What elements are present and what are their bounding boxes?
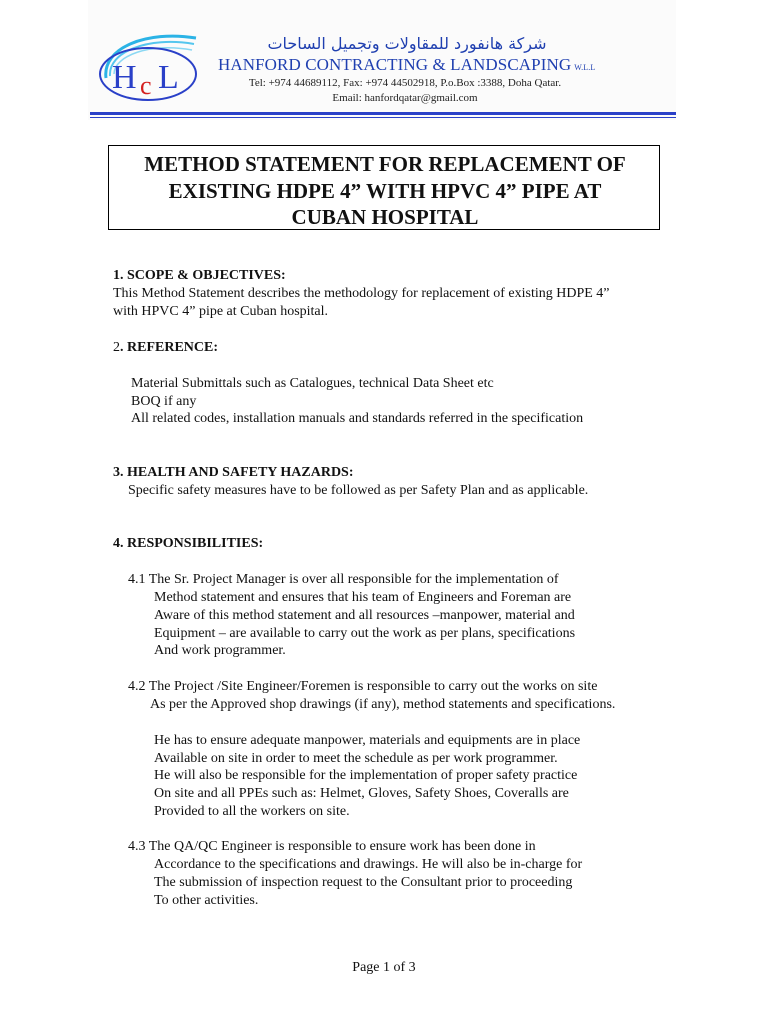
reference-item: Material Submittals such as Catalogues, technical Data Sheet etc	[131, 376, 494, 391]
section-heading-scope: 1. SCOPE & OBJECTIVES:	[113, 268, 286, 283]
page-number: Page 1 of 3	[352, 960, 416, 975]
body-line: with HPVC 4” pipe at Cuban hospital.	[113, 304, 329, 319]
email-line: Email: hanfordqatar@gmail.com	[332, 92, 478, 104]
svg-text:H: H	[112, 59, 137, 96]
responsibility-line: He has to ensure adequate manpower, materials and equipments are in place	[154, 733, 581, 748]
reference-item: BOQ if any	[131, 394, 197, 409]
section-heading-health: 3. HEALTH AND SAFETY HAZARDS:	[113, 465, 354, 480]
responsibility-line: To other activities.	[154, 893, 259, 908]
responsibility-line: And work programmer.	[154, 643, 286, 658]
responsibility-line: Aware of this method statement and all resources –manpower, material and	[154, 608, 575, 623]
company-name-text: HANFORD CONTRACTING & LANDSCAPING	[218, 55, 572, 74]
responsibility-line: Equipment – are available to carry out the work as per plans, specifications	[154, 626, 576, 641]
company-name-arabic: شركة هانفورد للمقاولات وتجميل الساحات	[267, 34, 547, 53]
header-rule-thick	[90, 112, 676, 115]
contact-line: Tel: +974 44689112, Fax: +974 44502918, P.o.Box :3388, Doha Qatar.	[248, 77, 562, 89]
responsibility-line: He will also be responsible for the implementation of proper safety practice	[154, 768, 578, 783]
section-heading-reference	[113, 339, 218, 356]
title-line: CUBAN HOSPITAL	[291, 205, 479, 229]
contact-block	[230, 76, 580, 106]
company-name	[218, 55, 595, 75]
responsibility-line: Available on site in order to meet the schedule as per work programmer.	[154, 751, 558, 766]
responsibility-line: 4.2 The Project /Site Engineer/Foremen is responsible to carry out the works on site	[128, 679, 598, 694]
section-heading-responsibilities: 4. RESPONSIBILITIES:	[113, 536, 264, 551]
responsibility-line: Provided to all the workers on site.	[154, 804, 350, 819]
title-line: METHOD STATEMENT FOR REPLACEMENT OF	[144, 152, 626, 176]
section-heading-text: . REFERENCE:	[120, 340, 219, 355]
body-line: Specific safety measures have to be followed as per Safety Plan and as applicable.	[128, 483, 589, 498]
logo-c-letter: c	[140, 71, 152, 100]
responsibility-line: Method statement and ensures that his team of Engineers and Foreman are	[154, 590, 572, 605]
company-suffix: W.L.L	[574, 63, 596, 72]
section-number: 2	[113, 340, 120, 355]
responsibility-line: As per the Approved shop drawings (if any), method statements and specifications.	[150, 697, 616, 712]
responsibility-line: 4.3 The QA/QC Engineer is responsible to ensure work has been done in	[128, 839, 536, 854]
title-line: EXISTING HDPE 4” WITH HPVC 4” PIPE AT	[168, 179, 602, 203]
svg-text:L: L	[158, 59, 179, 96]
responsibility-line: Accordance to the specifications and drawings. He will also be in-charge for	[154, 857, 583, 872]
responsibility-line: On site and all PPEs such as: Helmet, Gloves, Safety Shoes, Coveralls are	[154, 786, 569, 801]
reference-item: All related codes, installation manuals and standards referred in the specification	[131, 411, 584, 426]
body-line: This Method Statement describes the methodology for replacement of existing HDPE 4”	[113, 286, 610, 301]
header-rule-thin	[90, 117, 676, 118]
document-title-box	[108, 145, 660, 230]
responsibility-line: The submission of inspection request to the Consultant prior to proceeding	[154, 875, 573, 890]
responsibility-line: 4.1 The Sr. Project Manager is over all responsible for the implementation of	[128, 572, 559, 587]
company-logo	[96, 28, 208, 108]
